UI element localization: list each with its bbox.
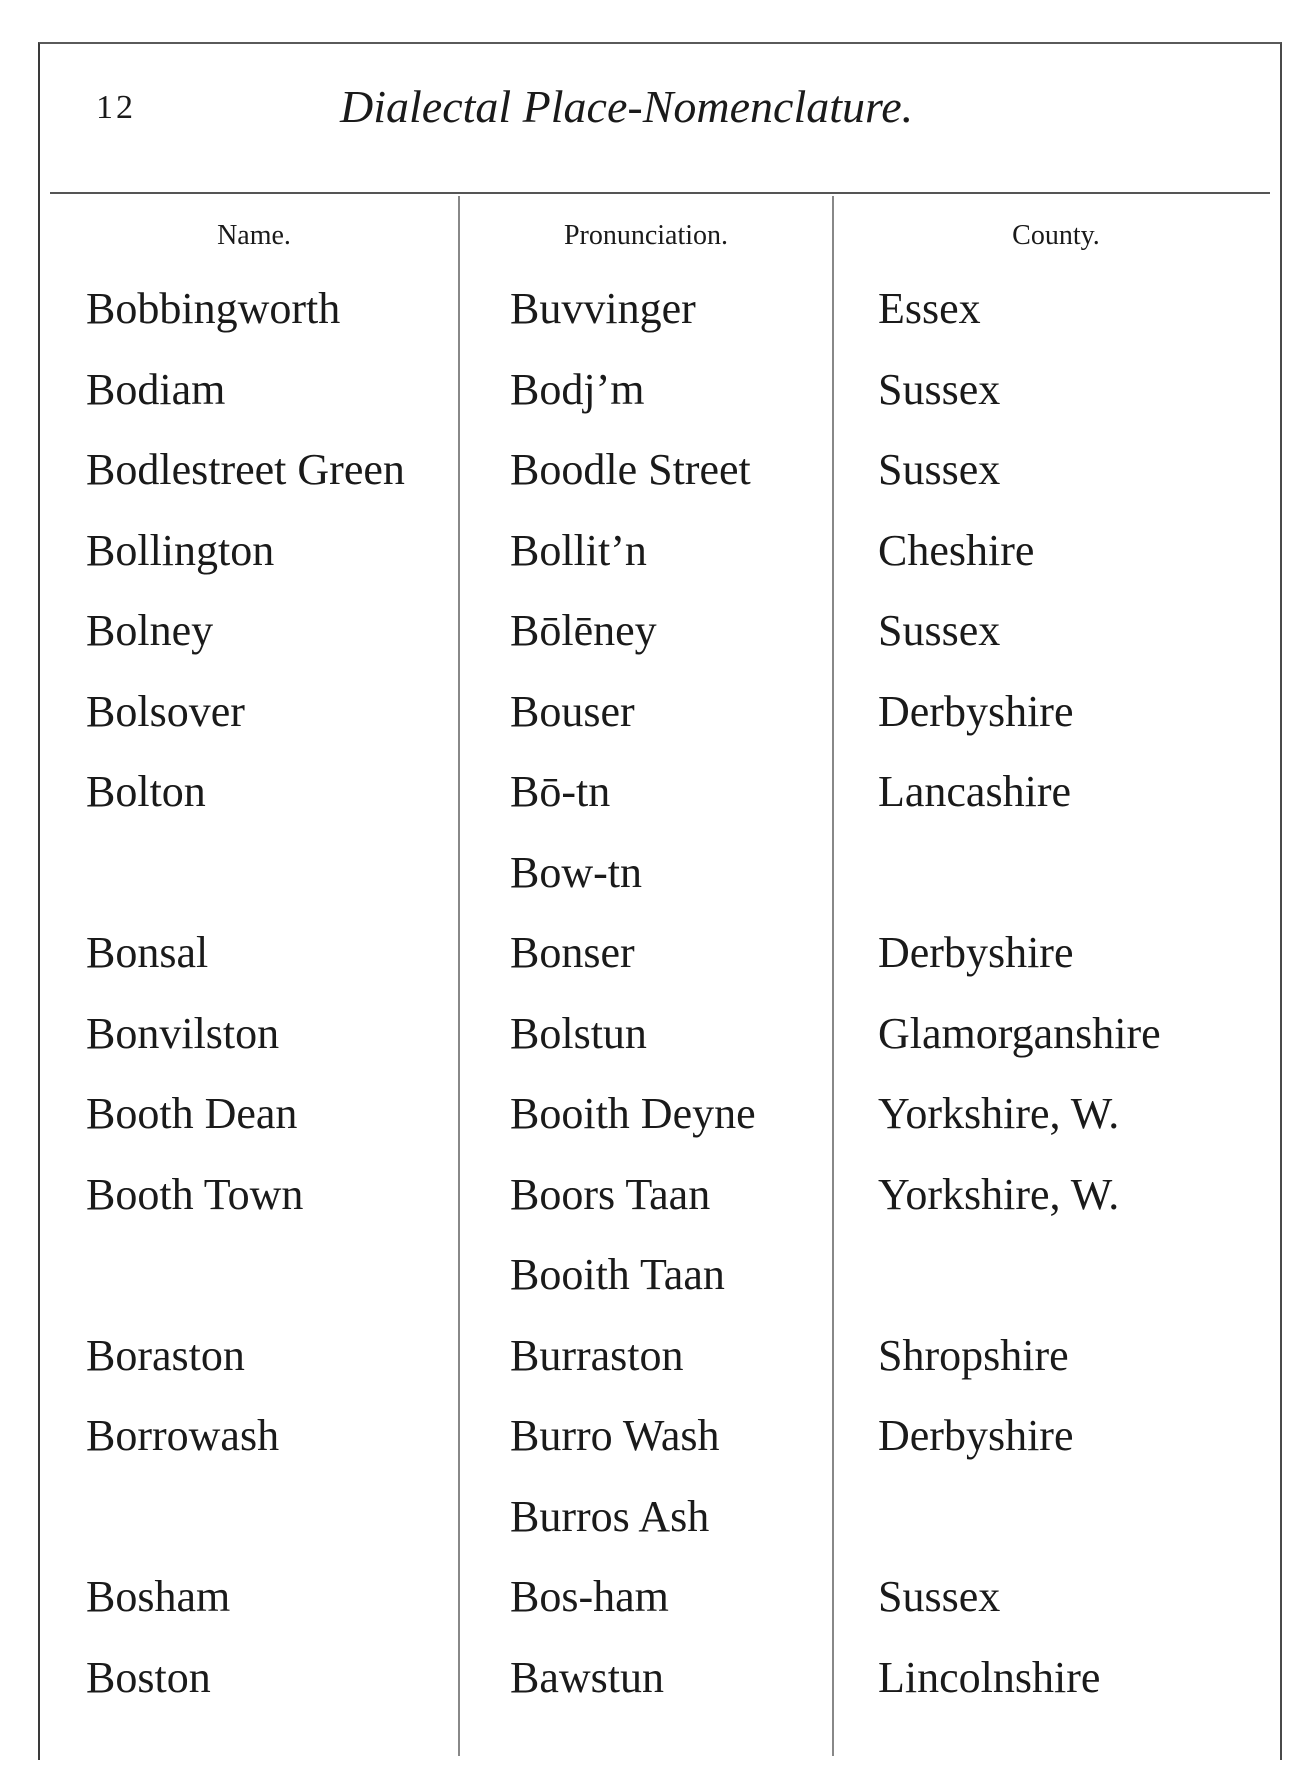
cell-name: Bolney: [86, 606, 214, 655]
column-header-pronunciation: Pronunciation.: [563, 220, 729, 251]
column-header-county: County.: [1012, 220, 1100, 251]
cell-name: Bonsal: [86, 928, 209, 977]
cell-county: Derbyshire: [878, 1411, 1074, 1460]
cell-county: Lancashire: [878, 767, 1071, 816]
cell-name: Bobbingworth: [86, 284, 341, 333]
cell-name: Bolton: [86, 767, 206, 816]
cell-name: Bollington: [86, 525, 275, 575]
cell-pronunciation: Bolstun: [510, 1008, 647, 1058]
cell-pronunciation: Bonser: [510, 928, 635, 977]
cell-name: Bodlestreet Green: [86, 445, 405, 494]
cell-name: Bodiam: [86, 364, 226, 414]
cell-county: Sussex: [878, 445, 1001, 494]
table-row: [40, 269, 1280, 350]
page-header: [40, 44, 1280, 194]
table-row: [40, 1316, 1280, 1397]
cell-pronunciation: Bawstun: [510, 1652, 664, 1702]
table-row: [40, 350, 1280, 431]
table-row: [40, 591, 1280, 672]
table-row: [40, 1074, 1280, 1155]
cell-county: Cheshire: [878, 525, 1035, 575]
cell-county: Derbyshire: [878, 928, 1074, 977]
cell-county: Glamorganshire: [878, 1008, 1161, 1058]
cell-pronunciation: Bōlēney: [510, 606, 657, 655]
cell-county: Essex: [878, 284, 981, 333]
cell-pronunciation: Boors Taan: [510, 1169, 711, 1219]
cell-county: Yorkshire, W.: [878, 1089, 1120, 1138]
cell-pronunciation: Buvvinger: [510, 284, 696, 333]
cell-name: Boston: [86, 1652, 211, 1702]
cell-pronunciation: Bodj’m: [510, 364, 645, 414]
cell-name: Bosham: [86, 1572, 231, 1621]
page-number: 12: [96, 89, 136, 126]
cell-county: Sussex: [878, 364, 1001, 414]
cell-county: Sussex: [878, 606, 1001, 655]
table-row: [40, 1155, 1280, 1236]
cell-county: Yorkshire, W.: [878, 1169, 1120, 1219]
table-row: [40, 994, 1280, 1075]
header-rule: [50, 192, 1270, 194]
table-row: [40, 1477, 1280, 1558]
cell-pronunciation: Burros Ash: [510, 1491, 710, 1541]
running-title: Dialectal Place-Nomenclature.: [340, 81, 914, 132]
cell-pronunciation: Bos-ham: [510, 1572, 669, 1621]
table-row: [40, 1557, 1280, 1638]
cell-pronunciation: Burro Wash: [510, 1411, 720, 1460]
cell-county: Shropshire: [878, 1330, 1069, 1380]
table-row: [40, 913, 1280, 994]
column-header-name: Name.: [217, 220, 291, 251]
cell-name: Bolsover: [86, 686, 245, 736]
table-row: [40, 833, 1280, 914]
cell-pronunciation: Boodle Street: [510, 445, 751, 494]
cell-pronunciation: Bollit’n: [510, 525, 647, 575]
table-row: [40, 752, 1280, 833]
cell-county: Lincolnshire: [878, 1652, 1101, 1702]
cell-county: Derbyshire: [878, 686, 1074, 736]
page-frame: [38, 42, 1282, 1760]
cell-name: Borrowash: [86, 1411, 280, 1460]
table-row: [40, 511, 1280, 592]
table-row: [40, 430, 1280, 511]
table-row: [40, 1396, 1280, 1477]
table-body: [40, 269, 1280, 1718]
cell-pronunciation: Burraston: [510, 1330, 684, 1380]
cell-name: Booth Town: [86, 1169, 304, 1219]
cell-pronunciation: Bouser: [510, 686, 635, 736]
cell-pronunciation: Booith Deyne: [510, 1089, 756, 1138]
table-row: [40, 672, 1280, 753]
cell-county: Sussex: [878, 1572, 1001, 1621]
cell-name: Boraston: [86, 1330, 245, 1380]
cell-name: Booth Dean: [86, 1089, 298, 1138]
table-row: [40, 1235, 1280, 1316]
cell-name: Bonvilston: [86, 1008, 280, 1058]
cell-pronunciation: Bō-tn: [510, 767, 611, 816]
cell-pronunciation: Booith Taan: [510, 1250, 725, 1299]
table-row: [40, 1638, 1280, 1719]
cell-pronunciation: Bow-tn: [510, 847, 642, 897]
